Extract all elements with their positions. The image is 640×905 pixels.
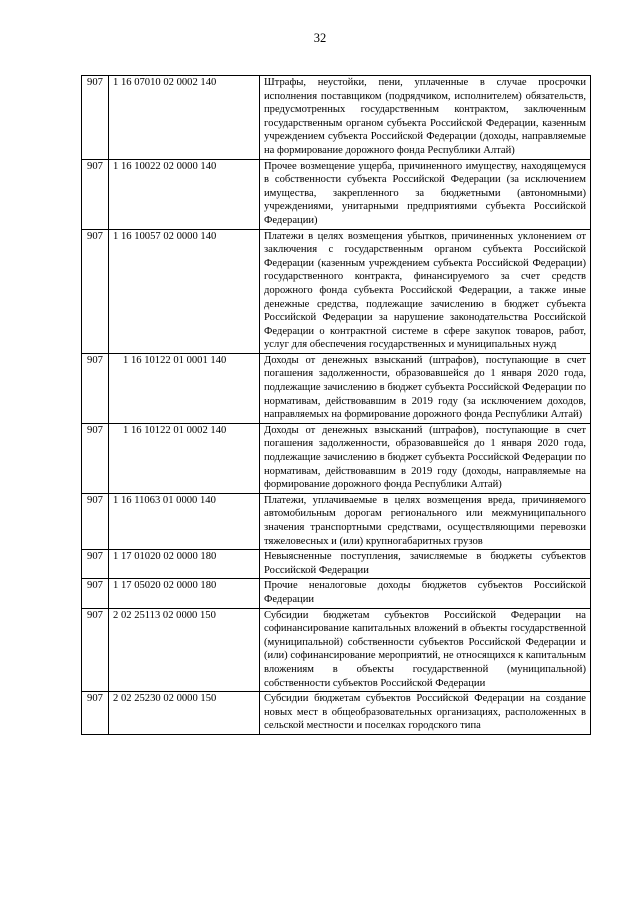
budget-code-cell: 1 17 05020 02 0000 180 bbox=[109, 579, 260, 608]
revenue-name-cell: Штрафы, неустойки, пени, уплаченные в случае просрочки исполнения поставщиком (подрядчиком, исполнителем) обязательств, предусмотренных государственным контрактом, заключенным государственным органом субъекта Российской Федерации, казенным учреждением субъекта Российской Федерации (доходы, направляемые на формирование дорожного фонда Республики Алтай) bbox=[260, 76, 591, 160]
budget-code-cell: 1 17 01020 02 0000 180 bbox=[109, 550, 260, 579]
revenue-name-cell: Доходы от денежных взысканий (штрафов), поступающие в счет погашения задолженности, образовавшейся до 1 января 2020 года, подлежащие зачислению в бюджет субъекта Российской Федерации по нормативам, действовавшим в 2019 году (за исключением доходов, направляемых на формирование дорожного фонда Республики Алтай) bbox=[260, 353, 591, 423]
budget-code-cell: 1 16 10122 01 0001 140 bbox=[109, 353, 260, 423]
admin-code-cell: 907 bbox=[82, 353, 109, 423]
revenue-name-cell: Платежи, уплачиваемые в целях возмещения вреда, причиняемого автомобильным дорогам регионального или межмуниципального значения транспортными средствами, осуществляющими перевозки тяжеловесных и (или) крупногабаритных грузов bbox=[260, 493, 591, 549]
admin-code-cell: 907 bbox=[82, 229, 109, 353]
admin-code-cell: 907 bbox=[82, 423, 109, 493]
admin-code-cell: 907 bbox=[82, 493, 109, 549]
table-row bbox=[82, 76, 591, 160]
page-number: 32 bbox=[313, 31, 327, 45]
revenue-name-cell: Прочие неналоговые доходы бюджетов субъектов Российской Федерации bbox=[260, 579, 591, 608]
budget-code-cell: 1 16 10057 02 0000 140 bbox=[109, 229, 260, 353]
table-row bbox=[82, 423, 591, 493]
admin-code-cell: 907 bbox=[82, 692, 109, 735]
budget-code-cell: 1 16 07010 02 0002 140 bbox=[109, 76, 260, 160]
revenue-name-cell: Доходы от денежных взысканий (штрафов), поступающие в счет погашения задолженности, образовавшейся до 1 января 2020 года, подлежащие зачислению в бюджет субъекта Российской Федерации по нормативам, действовавшим в 2019 году (доходы, направляемые на формирование дорожного фонда Республики Алтай) bbox=[260, 423, 591, 493]
table-row bbox=[82, 159, 591, 229]
budget-code-cell: 2 02 25113 02 0000 150 bbox=[109, 608, 260, 692]
table-row bbox=[82, 493, 591, 549]
revenue-name-cell: Субсидии бюджетам субъектов Российской Федерации на создание новых мест в общеобразовательных организациях, расположенных в сельской местности и поселках городского типа bbox=[260, 692, 591, 735]
table-row bbox=[82, 608, 591, 692]
admin-code-cell: 907 bbox=[82, 579, 109, 608]
table-row bbox=[82, 579, 591, 608]
budget-code-cell: 1 16 10122 01 0002 140 bbox=[109, 423, 260, 493]
revenue-name-cell: Субсидии бюджетам субъектов Российской Федерации на софинансирование капитальных вложений в объекты государственной (муниципальной) собственности субъектов Российской Федерации и (или) софинансирование мероприятий, не относящихся к капитальным вложениям в объекты государственной (муниципальной) собственности субъектов Российской Федерации bbox=[260, 608, 591, 692]
revenue-name-cell: Прочее возмещение ущерба, причиненного имуществу, находящемуся в собственности субъекта Российской Федерации (за исключением имущества, закрепленного за бюджетными (автономными) учреждениями, унитарными предприятиями субъекта Российской Федерации) bbox=[260, 159, 591, 229]
budget-code-cell: 1 16 10022 02 0000 140 bbox=[109, 159, 260, 229]
table-row bbox=[82, 353, 591, 423]
budget-code-cell: 2 02 25230 02 0000 150 bbox=[109, 692, 260, 735]
admin-code-cell: 907 bbox=[82, 550, 109, 579]
table-row bbox=[82, 550, 591, 579]
budget-codes-table bbox=[81, 75, 591, 735]
table-row bbox=[82, 692, 591, 735]
revenue-name-cell: Невыясненные поступления, зачисляемые в бюджеты субъектов Российской Федерации bbox=[260, 550, 591, 579]
table-row bbox=[82, 229, 591, 353]
revenue-name-cell: Платежи в целях возмещения убытков, причиненных уклонением от заключения с государственным органом субъекта Российской Федерации (казенным учреждением субъекта Российской Федерации) государственного контракта, финансируемого за счет средств дорожного фонда субъекта Российской Федерации, а также иные денежные средства, подлежащие зачислению в бюджет субъекта Российской Федерации за нарушение законодательства Российской Федерации о контрактной системе в сфере закупок товаров, работ, услуг для обеспечения государственных и муниципальных нужд bbox=[260, 229, 591, 353]
budget-code-cell: 1 16 11063 01 0000 140 bbox=[109, 493, 260, 549]
admin-code-cell: 907 bbox=[82, 159, 109, 229]
admin-code-cell: 907 bbox=[82, 608, 109, 692]
admin-code-cell: 907 bbox=[82, 76, 109, 160]
